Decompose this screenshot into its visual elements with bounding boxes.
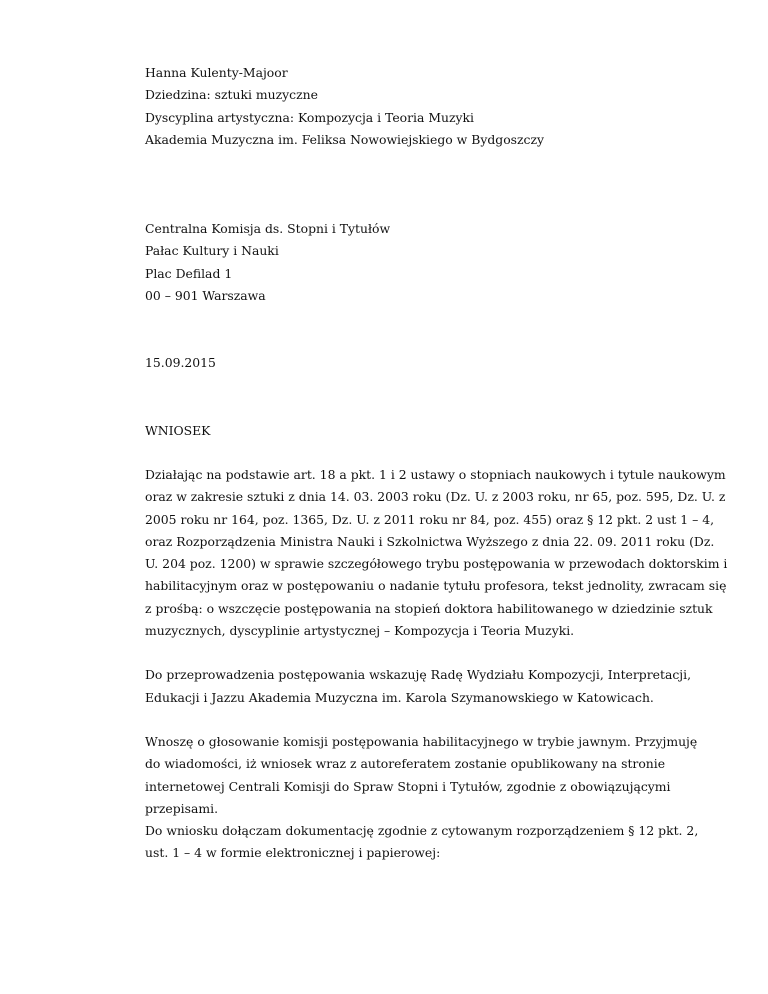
document-page: [145, 62, 728, 865]
paragraph-council: [145, 664, 705, 709]
sender-institution: Akademia Muzyczna im. Feliksa Nowowiejskiego w Bydgoszczy: [145, 131, 545, 147]
recipient-city: 00 – 901 Warszawa: [145, 288, 266, 304]
document-date: 15.09.2015: [145, 355, 216, 371]
sender-name: Hanna Kulenty-Majoor: [145, 65, 288, 80]
paragraph-line: ust. 1 – 4 w formie elektronicznej i papierowej:: [145, 845, 441, 861]
paragraph-line: internetowej Centrali Komisji do Spraw Stopni i Tytułów, zgodnie z obowiązującymi: [145, 778, 671, 794]
paragraph-line: z prośbą: o wszczęcie postępowania na stopień doktora habilitowanego w dziedzinie sztuk: [145, 600, 713, 616]
paragraph-line: 2005 roku nr 164, poz. 1365, Dz. U. z 2011 roku nr 84, poz. 455) oraz § 12 pkt. 2 ust 1 – 4,: [145, 511, 715, 527]
paragraph-line: Wnoszę o głosowanie komisji postępowania habilitacyjnego w trybie jawnym. Przyjmuję: [145, 733, 698, 749]
sender-block: [145, 62, 705, 151]
paragraph-line: do wiadomości, iż wniosek wraz z autoreferatem zostanie opublikowany na stronie: [145, 756, 666, 772]
paragraph-voting-attachments: [145, 731, 705, 865]
recipient-name: Centralna Komisja ds. Stopni i Tytułów: [145, 221, 391, 237]
paragraph-line: przepisami.: [145, 800, 219, 816]
paragraph-line: oraz Rozporządzenia Ministra Nauki i Szkolnictwa Wyższego z dnia 22. 09. 2011 roku (Dz.: [145, 533, 715, 549]
recipient-building: Pałac Kultury i Nauki: [145, 243, 279, 259]
sender-discipline: Dyscyplina artystyczna: Kompozycja i Teoria Muzyki: [145, 109, 475, 125]
paragraph-line: Do wniosku dołączam dokumentację zgodnie z cytowanym rozporządzeniem § 12 pkt. 2,: [145, 823, 699, 839]
recipient-street: Plac Defilad 1: [145, 265, 233, 281]
paragraph-legal-basis: [145, 464, 728, 642]
paragraph-line: Do przeprowadzenia postępowania wskazuję Radę Wydziału Kompozycji, Interpretacji,: [145, 667, 692, 683]
sender-field: Dziedzina: sztuki muzyczne: [145, 87, 318, 103]
recipient-block: [145, 218, 705, 307]
paragraph-line: Działając na podstawie art. 18 a pkt. 1 i 2 ustawy o stopniach naukowych i tytule naukowym: [145, 466, 726, 482]
paragraph-line: muzycznych, dyscyplinie artystycznej – Kompozycja i Teoria Muzyki.: [145, 623, 575, 639]
paragraph-line: U. 204 poz. 1200) w sprawie szczegółowego trybu postępowania w przewodach doktorskim i: [145, 556, 728, 572]
paragraph-line: Edukacji i Jazzu Akademia Muzyczna im. Karola Szymanowskiego w Katowicach.: [145, 689, 654, 705]
paragraph-line: habilitacyjnym oraz w postępowaniu o nadanie tytułu profesora, tekst jednolity, zwracam się: [145, 578, 727, 594]
document-heading: WNIOSEK: [145, 422, 211, 438]
paragraph-line: oraz w zakresie sztuki z dnia 14. 03. 2003 roku (Dz. U. z 2003 roku, nr 65, poz. 595, Dz. U. z: [145, 489, 726, 505]
